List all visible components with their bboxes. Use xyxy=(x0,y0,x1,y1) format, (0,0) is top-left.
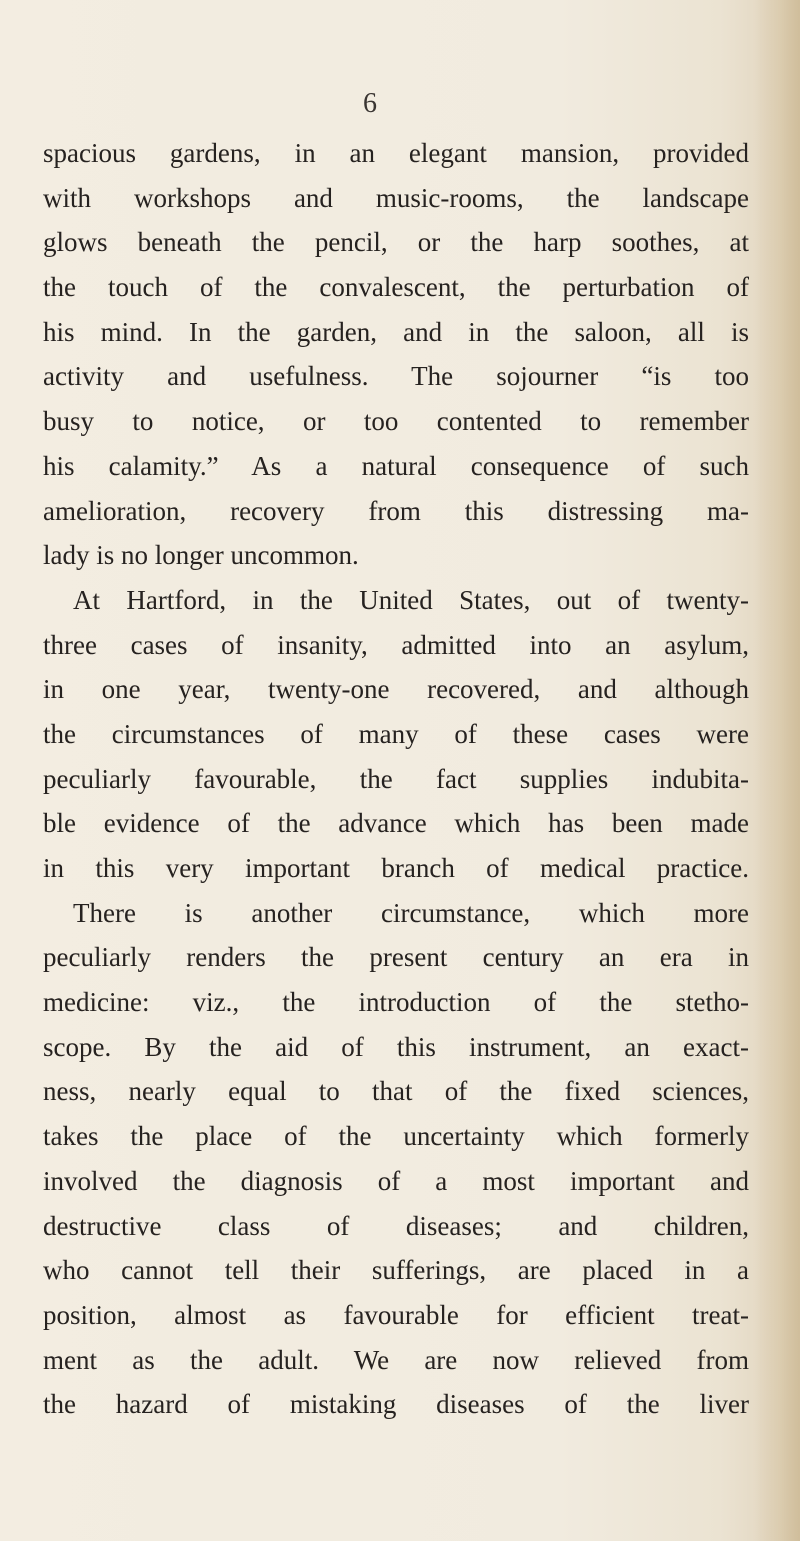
text-line: glows beneath the pencil, or the harp soothes, at xyxy=(43,227,749,258)
text-line: At Hartford, in the United States, out of twenty- xyxy=(73,584,749,615)
text-line: ness, nearly equal to that of the fixed sciences, xyxy=(43,1076,749,1107)
page-edge-stain xyxy=(754,0,800,1541)
text-line: peculiarly renders the present century an era in xyxy=(43,942,749,973)
text-line: activity and usefulness. The sojourner “is too xyxy=(43,361,749,392)
text-line: involved the diagnosis of a most important and xyxy=(43,1165,749,1196)
page-number: 6 xyxy=(363,88,377,119)
text-line: lady is no longer uncommon. xyxy=(43,540,359,571)
text-line: destructive class of diseases; and children, xyxy=(43,1210,749,1241)
text-line: ment as the adult. We are now relieved from xyxy=(43,1344,749,1375)
text-line: the touch of the convalescent, the perturbation of xyxy=(43,272,749,303)
text-line: takes the place of the uncertainty which formerly xyxy=(43,1121,749,1152)
text-line: three cases of insanity, admitted into an asylum, xyxy=(43,629,749,660)
text-line: his mind. In the garden, and in the saloon, all is xyxy=(43,316,749,347)
text-line: medicine: viz., the introduction of the stetho- xyxy=(43,987,749,1018)
text-line: with workshops and music-rooms, the landscape xyxy=(43,182,749,213)
text-line: the circumstances of many of these cases were xyxy=(43,718,749,749)
text-line: who cannot tell their sufferings, are placed in a xyxy=(43,1255,749,1286)
body-text xyxy=(43,131,749,1427)
text-line: spacious gardens, in an elegant mansion, provided xyxy=(43,138,749,168)
text-line: his calamity.” As a natural consequence of such xyxy=(43,450,749,481)
text-line: There is another circumstance, which more xyxy=(73,897,749,928)
text-line: position, almost as favourable for efficient treat- xyxy=(43,1299,749,1330)
text-line: peculiarly favourable, the fact supplies indubita- xyxy=(43,763,749,794)
text-line: the hazard of mistaking diseases of the liver xyxy=(43,1389,749,1420)
text-line: ble evidence of the advance which has been made xyxy=(43,808,749,839)
text-line: amelioration, recovery from this distressing ma- xyxy=(43,495,749,526)
text-line: scope. By the aid of this instrument, an exact- xyxy=(43,1031,749,1062)
text-line: in one year, twenty-one recovered, and although xyxy=(43,674,749,705)
text-line: in this very important branch of medical practice. xyxy=(43,853,749,883)
text-line: busy to notice, or too contented to remember xyxy=(43,406,749,437)
